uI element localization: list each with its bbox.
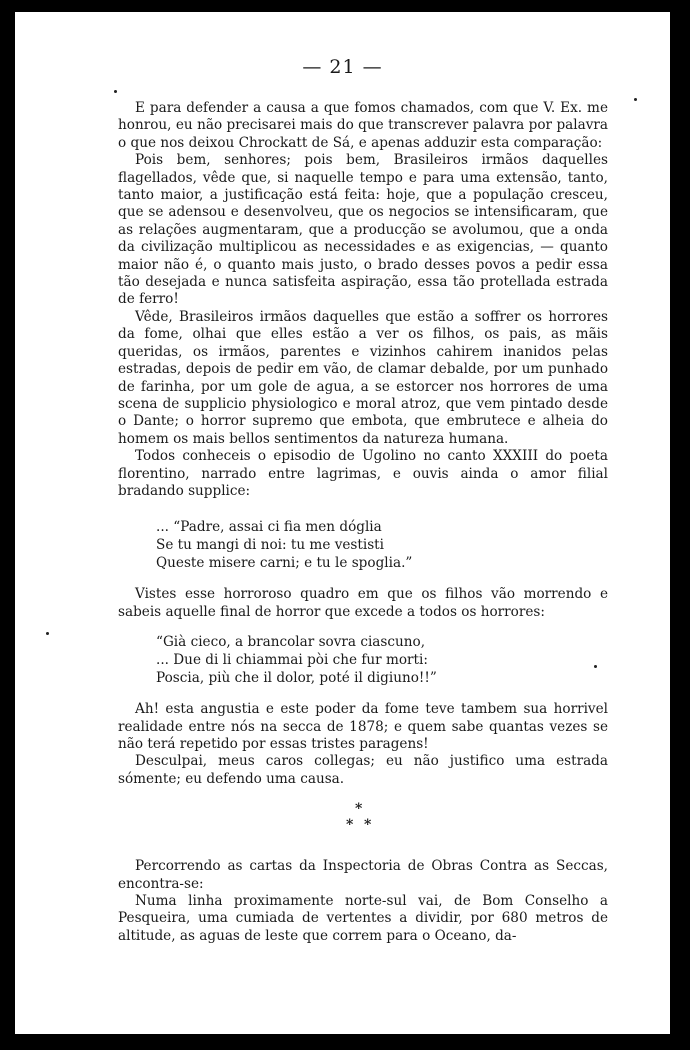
print-speck (594, 665, 597, 668)
paragraph-final-horror: Vistes esse horroroso quadro em que os filhos vão morrendo e sabeis aquelle final de horror que excede a todos os horrores: (118, 586, 608, 620)
section-asterism (118, 788, 608, 840)
page-body (118, 100, 608, 945)
print-speck (46, 632, 49, 635)
paragraph-horrors: Vêde, Brasileiros irmãos daquelles que estão a soffrer os horrores da fome, olhai que elles estão a ver os filhos, os pais, as mãis queridas, os irmãos, parentes e vizinhos cahirem inanidos pelas estradas, depois de pedir em vão, de clamar debalde, por um punhado de farinha, por um gole de agua, a se estorcer nos horrores de uma scena de supplicio physiologico e moral atroz, que vem pintado desde o Dante; o horror supremo que embota, que embrutece e alheia do homem os mais bellos sentimentos da natureza humana. (118, 308, 608, 447)
verse-line: “Già cieco, a brancolar sovra ciascuno, (156, 634, 426, 651)
asterism-star: * (355, 801, 363, 818)
paragraph-drought-1878: Ah! esta angustia e este poder da fome teve tambem sua horrivel realidade entre nós na secca de 1878; e quem sabe quantas vezes se não terá repetido por essas tristes paragens! (118, 701, 608, 752)
print-speck (114, 90, 117, 93)
verse-line: Se tu mangi di noi: tu me vestisti (156, 537, 384, 554)
asterism-star: * (346, 817, 354, 834)
paragraph-intro: E para defender a causa a que fomos chamados, com que V. Ex. me honrou, eu não precisarei mais do que transcrever palavra por palavra o que nos deixou Chrockatt de Sá, e apenas adduzir esta comparação: (118, 100, 608, 151)
verse-line: ... “Padre, assai ci fia men dóglia (156, 519, 382, 536)
print-speck (634, 98, 637, 101)
paragraph-apology: Desculpai, meus caros collegas; eu não justifico uma estrada sómente; eu defendo uma causa. (118, 753, 608, 787)
verse-quote-second (118, 633, 608, 687)
verse-line: ... Due di li chiammai pòi che fur morti: (156, 652, 428, 669)
paragraph-ugolino: Todos conheceis o episodio de Ugolino no canto XXXIII do poeta florentino, narrado entre lagrimas, e ouvis ainda o amor filial bradando supplice: (118, 448, 608, 499)
document-page (15, 12, 670, 1034)
paragraph-inspectoria: Percorrendo as cartas da Inspectoria de Obras Contra as Seccas, encontra-se: (118, 858, 608, 892)
paragraph-cumiada: Numa linha proximamente norte-sul vai, de Bom Conselho a Pesqueira, uma cumiada de vertentes a dividir, por 680 metros de altitude, as aguas de leste que correm para o Oceano, da- (118, 893, 608, 944)
paragraph-appeal: Pois bem, senhores; pois bem, Brasileiros irmãos daquelles flagellados, vêde que, si naquelle tempo e para uma extensão, tanto, tanto maior, a justificação está feita: hoje, que a população cresceu, que se adensou e desenvolveu, que os negocios se intensificaram, que as relações augmentaram, que a producção se avolumou, que a onda da civilização multiplicou as necessidades e as exigencias, — quanto maior não é, o quanto mais justo, o brado desses povos a pedir essa tão desejada e nunca satisfeita aspiração, essa tão protellada estrada de ferro! (118, 152, 608, 308)
verse-line: Queste misere carni; e tu le spoglia.” (156, 555, 413, 572)
verse-quote-first (118, 518, 608, 572)
asterism-star: * (364, 817, 372, 834)
page-number: — 21 — (302, 56, 383, 78)
verse-line: Poscia, più che il dolor, poté il digiuno!!” (156, 670, 437, 687)
